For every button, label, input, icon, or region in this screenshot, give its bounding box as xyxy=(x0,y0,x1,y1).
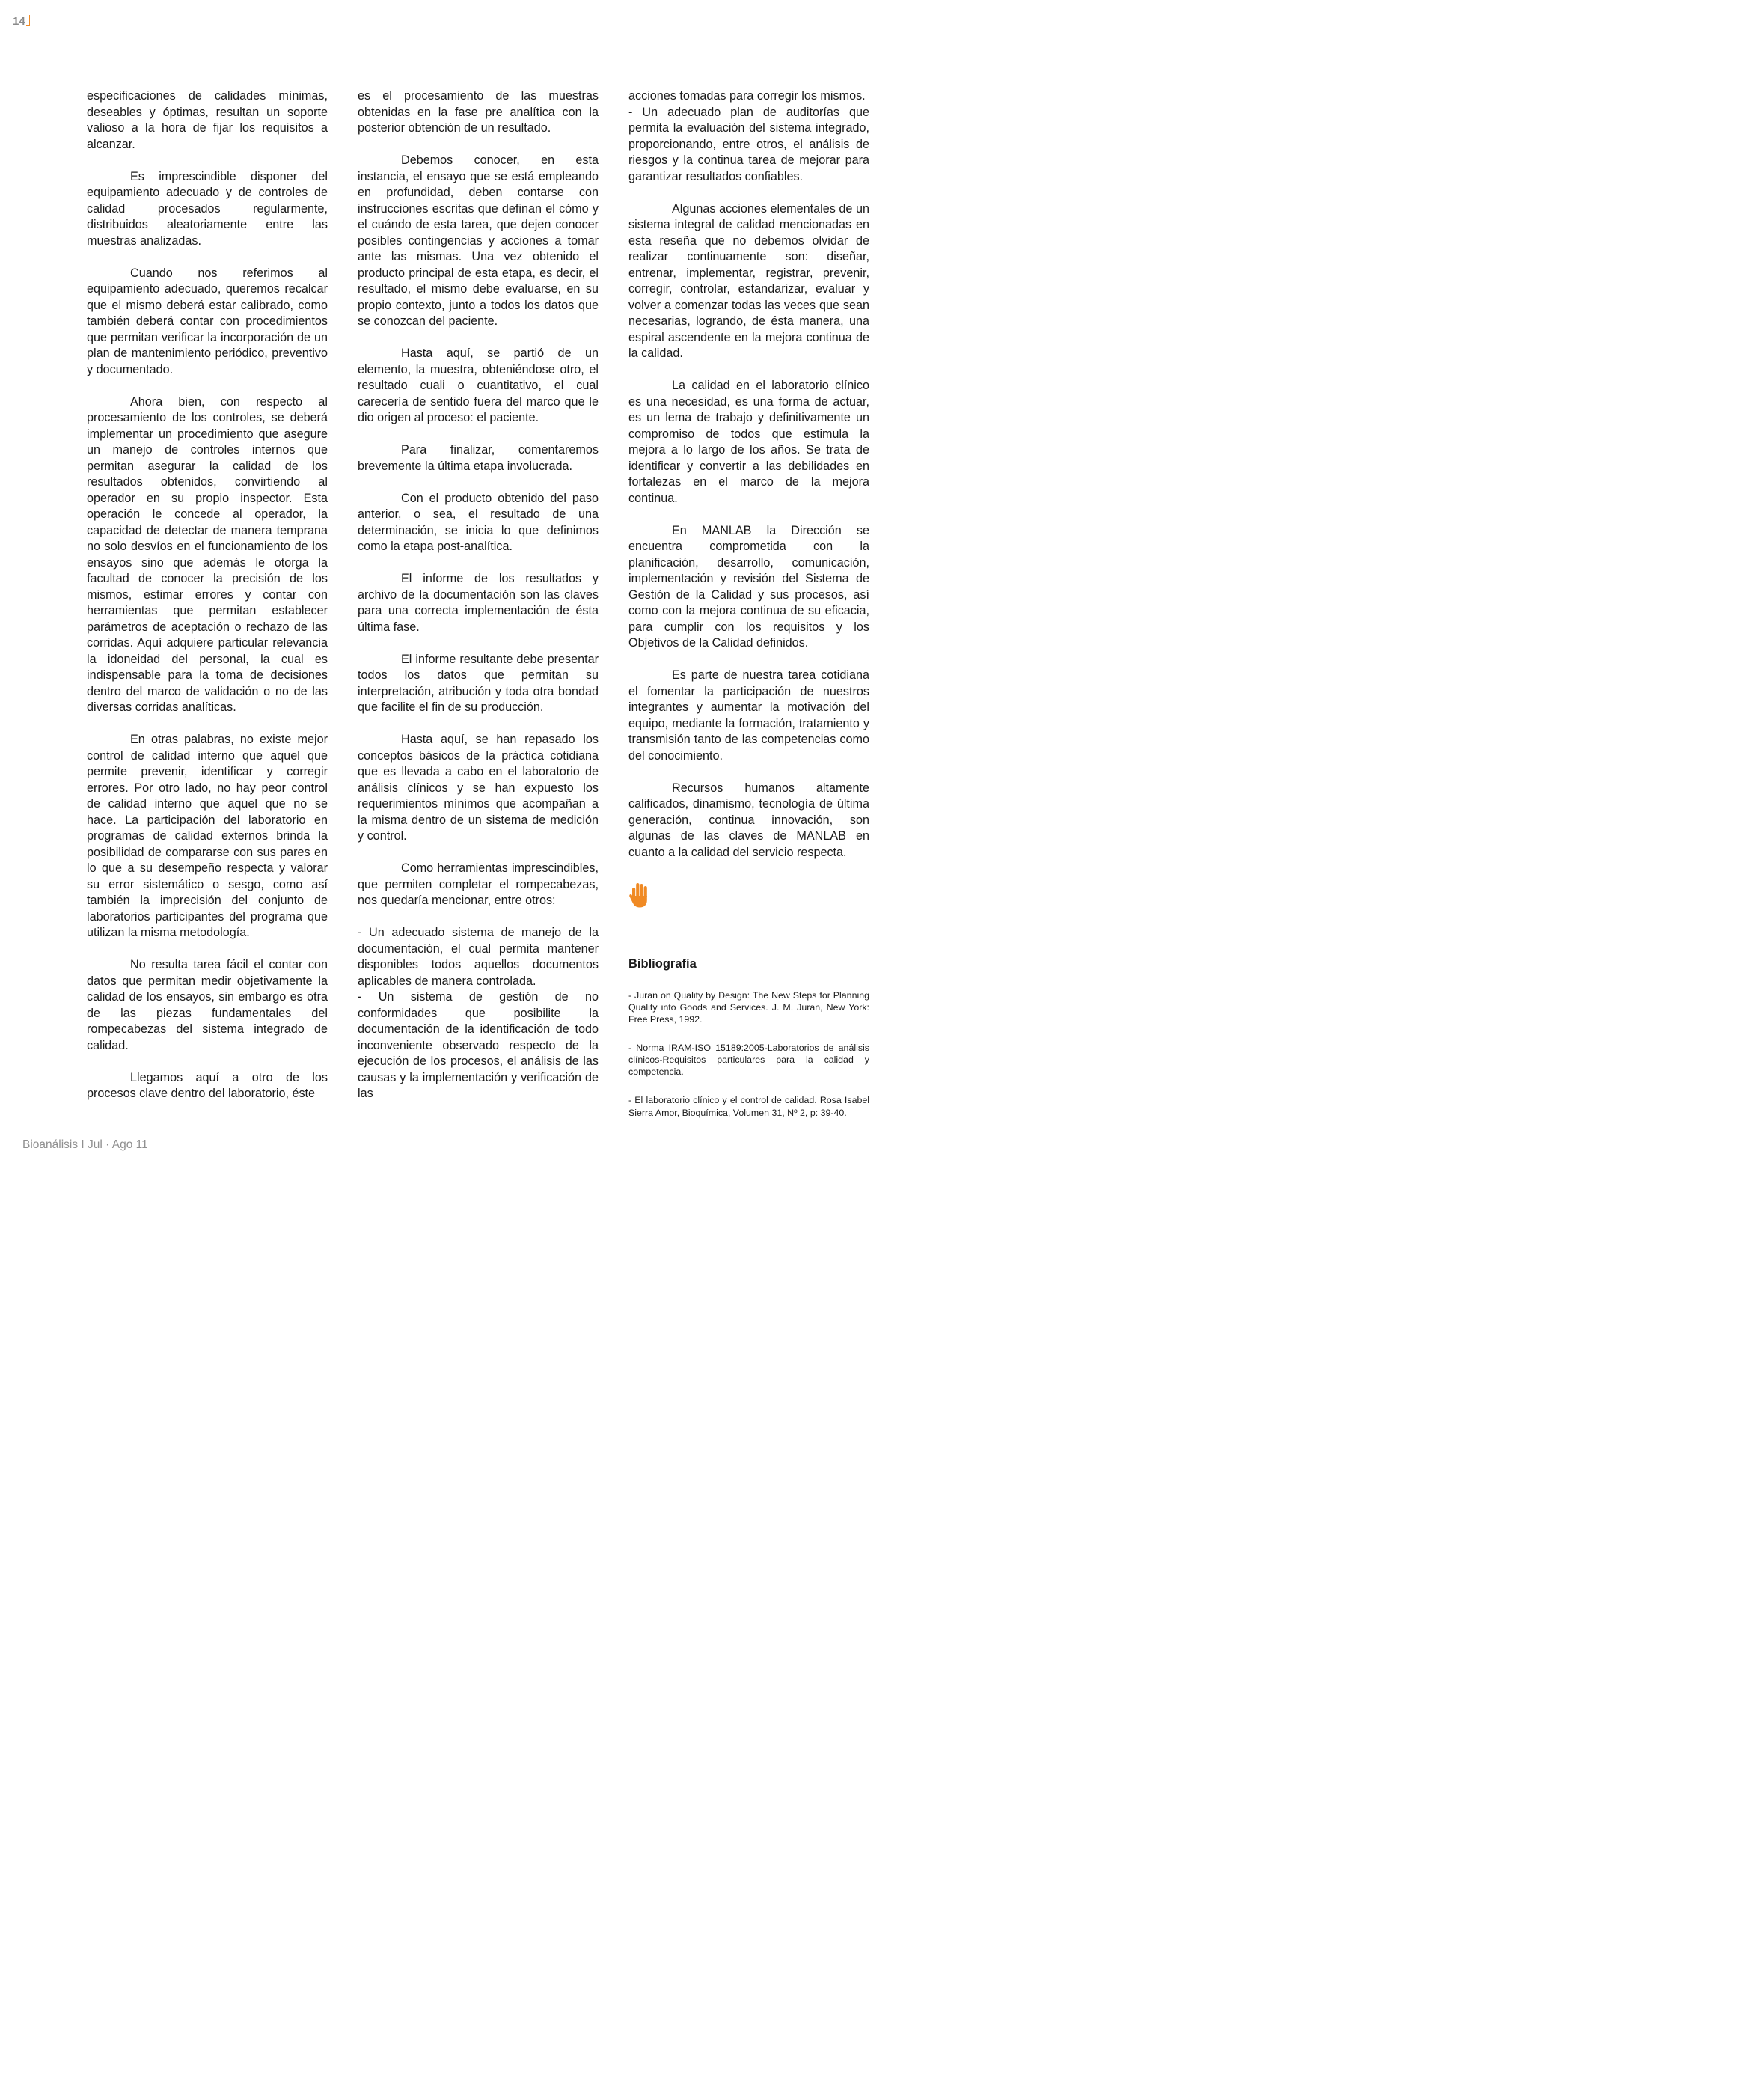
paragraph: Con el producto obtenido del paso anterior, o sea, el resultado de una determinación, se inicia lo que definimos como la etapa post-analítica. xyxy=(358,491,599,553)
article-column-2 xyxy=(358,88,599,1102)
paragraph: La calidad en el laboratorio clínico es una necesidad, es una forma de actuar, es un lema de trabajo y definitivamente un compromiso de todos que estimula la mejora a lo largo de los años. Se trata de identificar y convertir a las debilidades en fortalezas en el marco de la mejora continua. xyxy=(628,379,869,505)
paragraph: El informe resultante debe presentar todos los datos que permitan su interpretación, atribución y toda otra bondad que facilite el fin de su producción. xyxy=(358,652,599,714)
paragraph: Ahora bien, con respecto al procesamiento de los controles, se deberá implementar un procedimiento que asegure un manejo de controles internos que permitan asegurar la calidad de los resultados obtenidos, convirtiendo al operador en su propio inspector. Esta operación le concede al operador, la capacidad de detectar de manera temprana no solo desvíos en el funcionamiento de los ensayos sino que además le otorga la facultad de conocer la precisión de los mismos, estimar errores y contar con herramientas que permitan establecer parámetros de aceptación o rechazo de las corridas. Aquí adquiere particular relevancia la idoneidad del personal, la cual es indispensable para la toma de decisiones dentro del marco de validación o no de las diversas corridas analíticas. xyxy=(87,394,328,714)
paragraph: especificaciones de calidades mínimas, deseables y óptimas, resultan un soporte valioso a la hora de fijar los requisitos a alcanzar. xyxy=(87,89,328,151)
page-number: 14 xyxy=(13,15,30,28)
paragraph: Cuando nos referimos al equipamiento adecuado, queremos recalcar que el mismo deberá estar calibrado, como también deberá contar con procedimientos que permitan verificar la incorporación de un plan de mantenimiento periódico, preventivo y documentado. xyxy=(87,266,328,376)
paragraph: Como herramientas imprescindibles, que permiten completar el rompecabezas, nos quedaría mencionar, entre otros: xyxy=(358,861,599,907)
bibliography-item: - Norma IRAM-ISO 15189:2005-Laboratorios de análisis clínicos-Requisitos particulares para la calidad y competencia. xyxy=(628,1042,869,1078)
paragraph: Debemos conocer, en esta instancia, el ensayo que se está empleando en profundidad, deben contarse con instrucciones escritas que definan el cómo y el cuándo de esta tarea, que dejen conocer posibles contingencias y acciones a tomar ante las mismas. Una vez obtenido el producto principal de esta etapa, es decir, el resultado, el mismo debe evaluarse, en su propio contexto, junto a todos los datos que se conozcan del paciente. xyxy=(358,153,599,328)
bibliography-title: Bibliografía xyxy=(628,957,697,971)
paragraph: En MANLAB la Dirección se encuentra comprometida con la planificación, desarrollo, comunicación, implementación y revisión del Sistema de Gestión de la Calidad y sus procesos, así como con la mejora continua de su eficacia, para cumplir con los requisitos y los Objetivos de la Calidad definidos. xyxy=(628,523,869,650)
paragraph: Hasta aquí, se partió de un elemento, la muestra, obteniéndose otro, el resultado cuali o cuantitativo, el cual carecería de sentido fuera del marco que le dio origen al proceso: el paciente. xyxy=(358,347,599,424)
paragraph: Es parte de nuestra tarea cotidiana el fomentar la participación de nuestros integrantes y aumentar la motivación del equipo, mediante la formación, tratamiento y transmisión tanto de las competencias como del conocimiento. xyxy=(628,668,869,763)
paragraph: es el procesamiento de las muestras obtenidas en la fase pre analítica con la posterior obtención de un resultado. xyxy=(358,89,599,135)
list-item: - Un sistema de gestión de no conformidades que posibilite la documentación de la identificación de todo inconveniente observado respecto de la ejecución de los procesos, el análisis de las causas y la implementación y verificación de las xyxy=(358,990,599,1100)
journal-footer: Bioanálisis I Jul · Ago 11 xyxy=(22,1138,148,1151)
bibliography-item: - Juran on Quality by Design: The New Steps for Planning Quality into Goods and Services. J. M. Juran, New York: Free Press, 1992. xyxy=(628,989,869,1025)
paragraph: No resulta tarea fácil el contar con datos que permitan medir objetivamente la calidad de los ensayos, sin embargo es otra de las piezas fundamentales del rompecabezas del sistema integrado de calidad. xyxy=(87,958,328,1052)
list-item: acciones tomadas para corregir los mismos. xyxy=(628,89,866,103)
corner-mark xyxy=(26,15,30,26)
article-column-3 xyxy=(628,88,869,1135)
paragraph: Hasta aquí, se han repasado los conceptos básicos de la práctica cotidiana que es llevada a cabo en el laboratorio de análisis clínicos y se han expuesto los requerimientos mínimos que acompañan a la misma dentro de un sistema de medición y control. xyxy=(358,733,599,843)
paragraph: El informe de los resultados y archivo de la documentación son las claves para una correcta implementación de ésta última fase. xyxy=(358,572,599,634)
paragraph: Recursos humanos altamente calificados, dinamismo, tecnología de última generación, continua innovación, son algunas de las claves de MANLAB en cuanto a la calidad del servicio respecta. xyxy=(628,781,869,859)
paragraph: Para finalizar, comentaremos brevemente la última etapa involucrada. xyxy=(358,443,599,473)
hand-icon xyxy=(628,882,651,909)
paragraph: Algunas acciones elementales de un sistema integral de calidad mencionadas en esta reseña que no debemos olvidar de realizar continuamente son: diseñar, entrenar, implementar, registrar, prevenir, corregir, controlar, estandarizar, evaluar y volver a comenzar todas las veces que sean necesarias, logrando, de ésta manera, una espiral ascendente en la mejora continua de la calidad. xyxy=(628,201,869,360)
list-item: - Un adecuado plan de auditorías que permita la evaluación del sistema integrado, proporcionando, entre otros, el análisis de riesgos y la continua tarea de mejorar para garantizar resultados confiables. xyxy=(628,105,869,183)
article-column-1 xyxy=(87,88,328,1118)
paragraph: Llegamos aquí a otro de los procesos clave dentro del laboratorio, éste xyxy=(87,1070,328,1100)
paragraph: En otras palabras, no existe mejor control de calidad interno que aquel que permite prevenir, identificar y corregir errores. Por otro lado, no hay peor control de calidad interno que aquel que no se hace. La participación del laboratorio en programas de calidad externos brinda la posibilidad de compararse con sus pares en lo que a su desempeño respecta y valorar su error sistemático o sesgo, como así también la imprecisión del conjunto de laboratorios participantes del programa que utilizan la misma metodología. xyxy=(87,733,328,939)
bibliography-item: - El laboratorio clínico y el control de calidad. Rosa Isabel Sierra Amor, Bioquímica, Volumen 31, Nº 2, p: 39-40. xyxy=(628,1095,869,1118)
list-item: - Un adecuado sistema de manejo de la documentación, el cual permita mantener disponibles todos aquellos documentos aplicables de manera controlada. xyxy=(358,926,599,988)
paragraph: Es imprescindible disponer del equipamiento adecuado y de controles de calidad procesados regularmente, distribuidos aleatoriamente entre las muestras analizadas. xyxy=(87,169,328,248)
